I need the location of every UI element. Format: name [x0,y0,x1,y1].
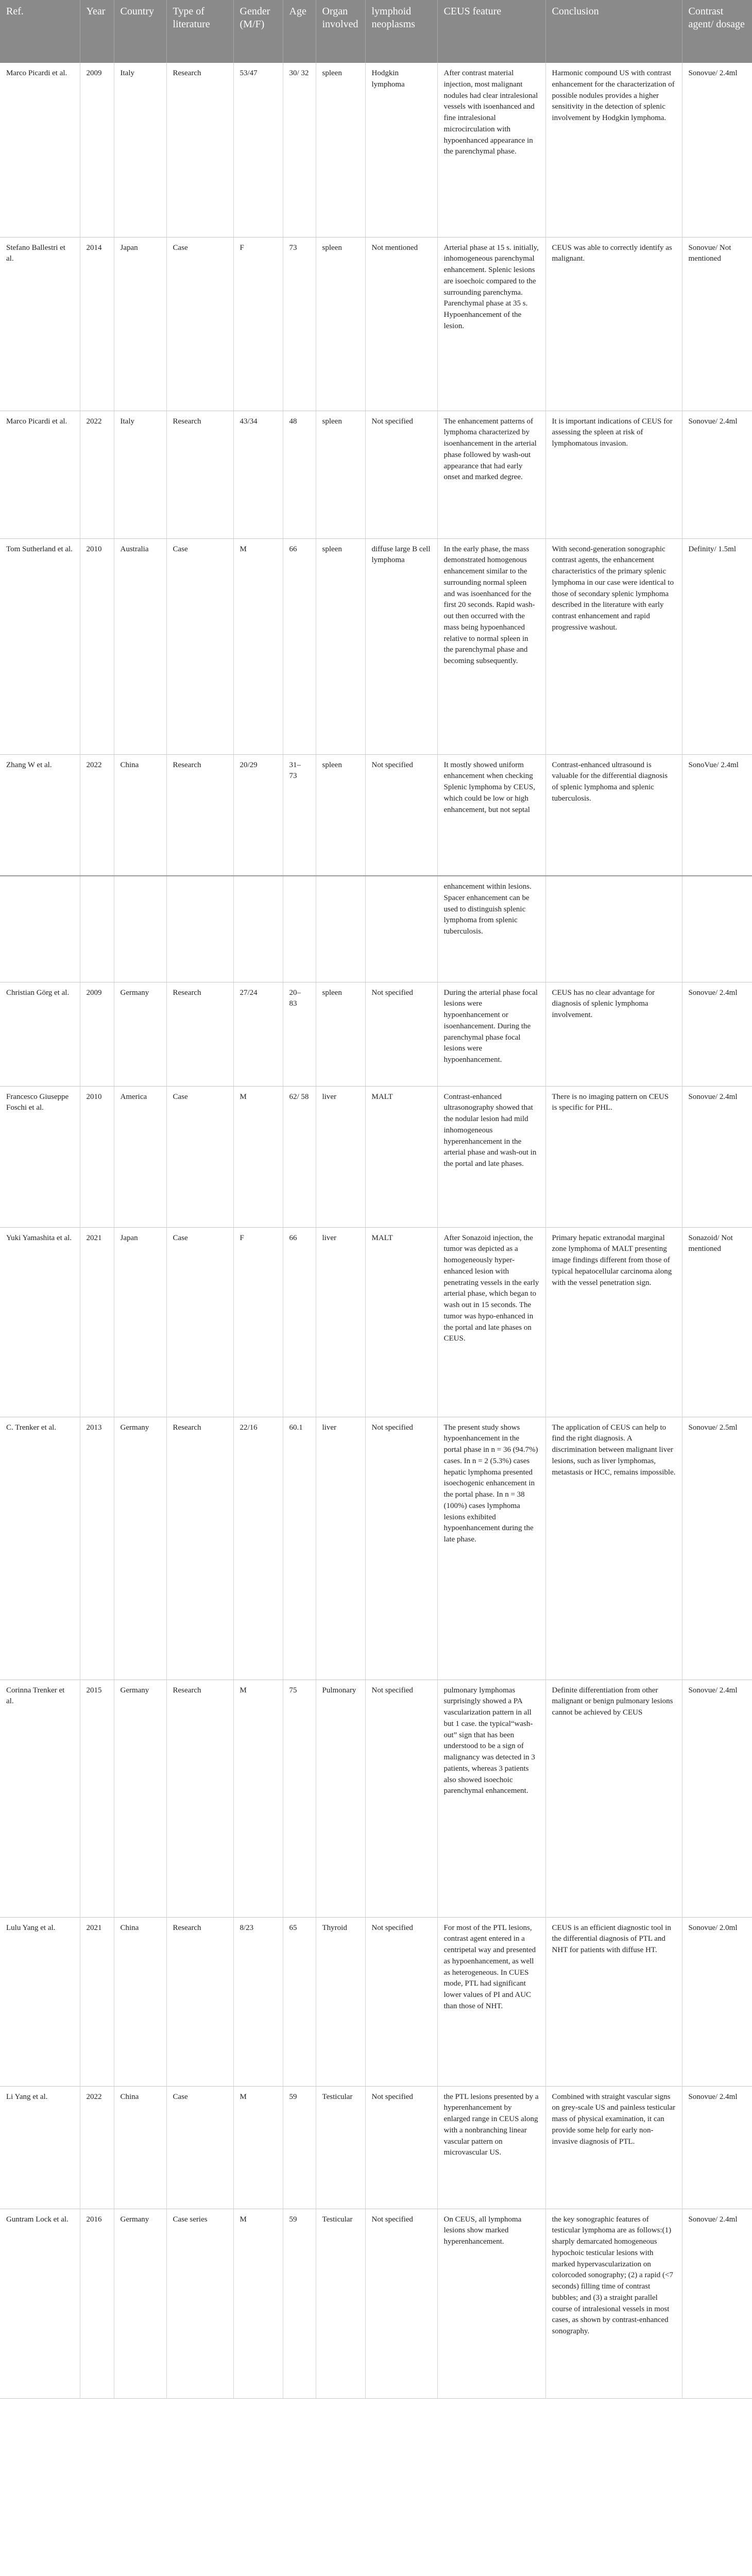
cell-ref [0,876,80,982]
table-row [0,1417,752,1680]
cell-type: Research [166,1917,233,2086]
cell-year: 2013 [80,1417,114,1680]
cell-organ: Testicular [316,2209,365,2398]
cell-ref: Corinna Trenker et al. [0,1680,80,1917]
cell-ref: Marco Picardi et al. [0,63,80,237]
cell-ref: Marco Picardi et al. [0,411,80,538]
cell-neoplasm: Not specified [365,1417,437,1680]
cell-organ: spleen [316,411,365,538]
cell-type [166,876,233,982]
cell-country: China [114,754,166,876]
col-year: Year [80,0,114,63]
cell-year: 2021 [80,1227,114,1417]
cell-neoplasm: MALT [365,1227,437,1417]
cell-year: 2015 [80,1680,114,1917]
cell-country: China [114,2086,166,2209]
cell-gender: 20/29 [233,754,283,876]
cell-age: 73 [283,237,316,411]
cell-agent: Sonovue/ 2.4ml [682,2086,752,2209]
cell-country: America [114,1086,166,1227]
cell-gender: 22/16 [233,1417,283,1680]
cell-agent: Sonovue/ 2.4ml [682,63,752,237]
cell-agent: Sonovue/ 2.4ml [682,1086,752,1227]
cell-ceus: During the arterial phase focal lesions were hypoenhancement or isoenhancement. During the parenchymal phase focal lesions were hypoenhancement. [437,982,545,1086]
cell-age: 59 [283,2086,316,2209]
cell-ceus: the PTL lesions presented by a hyperenhancement by enlarged range in CEUS along with a nonbranching linear vascular pattern on microvascular US. [437,2086,545,2209]
cell-conclusion: Primary hepatic extranodal marginal zone lymphoma of MALT presenting image findings different from those of typical hepatocellular carcinoma along with the vessel penetration sign. [545,1227,682,1417]
cell-organ [316,876,365,982]
cell-organ: liver [316,1086,365,1227]
cell-neoplasm: Not specified [365,1680,437,1917]
cell-ref: Li Yang et al. [0,2086,80,2209]
cell-conclusion: Harmonic compound US with contrast enhancement for the characterization of possible nodules provides a higher sensitivity in the detection of splenic involvement by Hodgkin lymphoma. [545,63,682,237]
cell-ref: Stefano Ballestri et al. [0,237,80,411]
cell-type: Research [166,1417,233,1680]
cell-country: Italy [114,63,166,237]
cell-neoplasm: Not specified [365,1917,437,2086]
cell-ref: Christian Görg et al. [0,982,80,1086]
cell-gender: M [233,1680,283,1917]
cell-gender: M [233,1086,283,1227]
cell-ref: Zhang W et al. [0,754,80,876]
cell-neoplasm: Not mentioned [365,237,437,411]
cell-organ: spleen [316,982,365,1086]
cell-country: China [114,1917,166,2086]
cell-organ: liver [316,1227,365,1417]
cell-neoplasm: Hodgkin lymphoma [365,63,437,237]
col-conclusion: Conclusion [545,0,682,63]
table-row [0,982,752,1086]
cell-ref: Lulu Yang et al. [0,1917,80,2086]
cell-country: Japan [114,237,166,411]
cell-year: 2022 [80,2086,114,2209]
cell-country [114,876,166,982]
cell-type: Case [166,1227,233,1417]
col-gender: Gender (M/F) [233,0,283,63]
table-row [0,538,752,754]
cell-gender: F [233,1227,283,1417]
col-ceus: CEUS feature [437,0,545,63]
cell-conclusion: Definite differentiation from other malignant or benign pulmonary lesions cannot be achieved by CEUS [545,1680,682,1917]
cell-ref: Tom Sutherland et al. [0,538,80,754]
col-organ: Organ involved [316,0,365,63]
table-row [0,63,752,237]
cell-ref: Francesco Giuseppe Foschi et al. [0,1086,80,1227]
cell-agent: Sonovue/ 2.4ml [682,1680,752,1917]
cell-age: 20– 83 [283,982,316,1086]
cell-ceus: Arterial phase at 15 s. initially, inhomogeneous parenchymal enhancement. Splenic lesions are isoechoic compared to the surrounding parenchyma. Parenchymal phase at 35 s. Hypoenhancement of the lesion. [437,237,545,411]
cell-type: Case [166,2086,233,2209]
cell-ceus: After Sonazoid injection, the tumor was depicted as a homogeneously hyper-enhanced lesion with penetrating vessels in the early arterial phase, which began to wash out in 15 seconds. The tumor was hypo-enhanced in the portal and late phases on CEUS. [437,1227,545,1417]
cell-gender: 8/23 [233,1917,283,2086]
cell-year: 2009 [80,982,114,1086]
cell-country: Japan [114,1227,166,1417]
cell-age: 66 [283,1227,316,1417]
cell-organ: Thyroid [316,1917,365,2086]
table-row [0,411,752,538]
cell-type: Research [166,1680,233,1917]
cell-ceus: enhancement within lesions. Spacer enhancement can be used to distinguish splenic lymphoma from splenic tuberculosis. [437,876,545,982]
table-row [0,1086,752,1227]
table-row [0,237,752,411]
col-neoplasm: lymphoid neoplasms [365,0,437,63]
table-row [0,2209,752,2398]
cell-conclusion: It is important indications of CEUS for assessing the spleen at risk of lymphomatous invasion. [545,411,682,538]
col-agent: Contrast agent/ dosage [682,0,752,63]
cell-year: 2010 [80,1086,114,1227]
cell-gender: M [233,538,283,754]
cell-agent [682,876,752,982]
cell-gender: 27/24 [233,982,283,1086]
cell-gender: M [233,2086,283,2209]
cell-conclusion: CEUS has no clear advantage for diagnosis of splenic lymphoma involvement. [545,982,682,1086]
cell-neoplasm: diffuse large B cell lymphoma [365,538,437,754]
cell-year: 2009 [80,63,114,237]
cell-year: 2016 [80,2209,114,2398]
cell-ceus: For most of the PTL lesions, contrast agent entered in a centripetal way and presented as hypoenhancement, as well as heterogeneous. In CUES mode, PTL had significant lower values of PI and AUC than those of NHT. [437,1917,545,2086]
table-row [0,1680,752,1917]
cell-agent: Sonovue/ 2.0ml [682,1917,752,2086]
cell-organ: spleen [316,754,365,876]
cell-type: Case [166,1086,233,1227]
cell-agent: Sonovue/ Not mentioned [682,237,752,411]
cell-age: 75 [283,1680,316,1917]
table-row [0,1227,752,1417]
cell-gender: F [233,237,283,411]
cell-agent: Sonovue/ 2.4ml [682,2209,752,2398]
cell-neoplasm: MALT [365,1086,437,1227]
cell-age: 30/ 32 [283,63,316,237]
cell-organ: spleen [316,63,365,237]
cell-conclusion [545,876,682,982]
cell-age: 66 [283,538,316,754]
cell-year: 2022 [80,754,114,876]
col-age: Age [283,0,316,63]
cell-ceus: The enhancement patterns of lymphoma characterized by isoenhancement in the arterial phase followed by wash-out appearance that had early onset and marked degree. [437,411,545,538]
cell-conclusion: CEUS was able to correctly identify as malignant. [545,237,682,411]
cell-type: Case [166,237,233,411]
cell-conclusion: The application of CEUS can help to find the right diagnosis. A discrimination between malignant liver lesions, such as liver lymphomas, metastasis or HCC, remains impossible. [545,1417,682,1680]
header-row [0,0,752,63]
cell-conclusion: Combined with straight vascular signs on grey-scale US and painless testicular mass of physical examination, it can provide some help for early non-invasive diagnosis of PTL. [545,2086,682,2209]
cell-type: Research [166,411,233,538]
cell-year [80,876,114,982]
cell-age: 31– 73 [283,754,316,876]
cell-gender: M [233,2209,283,2398]
cell-conclusion: Contrast-enhanced ultrasound is valuable for the differential diagnosis of splenic lymphoma and splenic tuberculosis. [545,754,682,876]
cell-type: Case [166,538,233,754]
cell-type: Research [166,63,233,237]
cell-age [283,876,316,982]
cell-year: 2014 [80,237,114,411]
cell-conclusion: CEUS is an efficient diagnostic tool in the differential diagnosis of PTL and NHT for patients with diffuse HT. [545,1917,682,2086]
cell-ceus: pulmonary lymphomas surprisingly showed a PA vascularization pattern in all but 1 case. the typical“wash-out” sign that has been understood to be a sign of malignancy was detected in 3 patients, whereas 3 patients also showed isoechoic parenchymal enhancement. [437,1680,545,1917]
cell-year: 2010 [80,538,114,754]
cell-neoplasm: Not specified [365,754,437,876]
cell-age: 62/ 58 [283,1086,316,1227]
cell-ceus: After contrast material injection, most malignant nodules had clear intralesional vessels with isoenhanced and fine intralesional microcirculation with hypoenhanced appearance in the parenchymal phase. [437,63,545,237]
col-type: Type of literature [166,0,233,63]
cell-conclusion: With second-generation sonographic contrast agents, the enhancement characteristics of the primary splenic lymphoma in our case were identical to those of secondary splenic lymphoma described in the literature with early contrast enhancement and rapid progressive washout. [545,538,682,754]
cell-neoplasm: Not specified [365,982,437,1086]
cell-agent: Definity/ 1.5ml [682,538,752,754]
cell-age: 59 [283,2209,316,2398]
cell-agent: Sonazoid/ Not mentioned [682,1227,752,1417]
cell-ceus: In the early phase, the mass demonstrated homogenous enhancement similar to the surrounding normal spleen and was isoenhanced for the first 20 seconds. Rapid wash-out then occurred with the mass being hypoenhanced relative to normal spleen in the parenchymal phase and becoming subsequently. [437,538,545,754]
cell-type: Research [166,982,233,1086]
cell-neoplasm: Not specified [365,2209,437,2398]
cell-year: 2021 [80,1917,114,2086]
cell-ceus: On CEUS, all lymphoma lesions show marked hyperenhancement. [437,2209,545,2398]
table-row [0,754,752,876]
cell-country: Germany [114,1680,166,1917]
table-row-continuation [0,876,752,982]
cell-ceus: The present study shows hypoenhancement in the portal phase in n = 36 (94.7%) cases. In n = 2 (5.3%) cases hepatic lymphoma presented isoechogenic enhancement in the portal phase. In n = 38 (100%) cases lymphoma lesions exhibited hypoenhancement during the late phase. [437,1417,545,1680]
cell-ref: Yuki Yamashita et al. [0,1227,80,1417]
cell-ref: C. Trenker et al. [0,1417,80,1680]
cell-ref: Guntram Lock et al. [0,2209,80,2398]
cell-type: Case series [166,2209,233,2398]
cell-organ: Pulmonary [316,1680,365,1917]
cell-agent: Sonovue/ 2.5ml [682,1417,752,1680]
cell-agent: SonoVue/ 2.4ml [682,754,752,876]
cell-country: Italy [114,411,166,538]
cell-agent: Sonovue/ 2.4ml [682,982,752,1086]
cell-type: Research [166,754,233,876]
cell-age: 60.1 [283,1417,316,1680]
cell-gender: 53/47 [233,63,283,237]
cell-country: Australia [114,538,166,754]
table-row [0,1917,752,2086]
cell-gender [233,876,283,982]
col-ref: Ref. [0,0,80,63]
cell-organ: spleen [316,538,365,754]
cell-age: 48 [283,411,316,538]
col-country: Country [114,0,166,63]
cell-neoplasm [365,876,437,982]
cell-organ: liver [316,1417,365,1680]
cell-organ: spleen [316,237,365,411]
cell-conclusion: the key sonographic features of testicular lymphoma are as follows:(1) sharply demarcated homogeneous hypochoic testicular lesions with marked hypervascularization on colorcoded sonography; (2) a rapid (<7 seconds) filling time of contrast bubbles; and (3) a straight parallel course of intralesional vessels in most cases, as shown by contrast-enhanced sonography. [545,2209,682,2398]
cell-neoplasm: Not specified [365,2086,437,2209]
cell-ceus: Contrast-enhanced ultrasonography showed that the nodular lesion had mild inhomogeneous hyperenhancement in the arterial phase and wash-out in the portal and late phases. [437,1086,545,1227]
cell-agent: Sonovue/ 2.4ml [682,411,752,538]
cell-country: Germany [114,982,166,1086]
cell-neoplasm: Not specified [365,411,437,538]
cell-gender: 43/34 [233,411,283,538]
cell-year: 2022 [80,411,114,538]
cell-conclusion: There is no imaging pattern on CEUS is specific for PHL. [545,1086,682,1227]
cell-country: Germany [114,1417,166,1680]
cell-country: Germany [114,2209,166,2398]
cell-organ: Testicular [316,2086,365,2209]
cell-ceus: It mostly showed uniform enhancement when checking Splenic lymphoma by CEUS, which could be low or high enhancement, but not septal [437,754,545,876]
cell-age: 65 [283,1917,316,2086]
table-row [0,2086,752,2209]
